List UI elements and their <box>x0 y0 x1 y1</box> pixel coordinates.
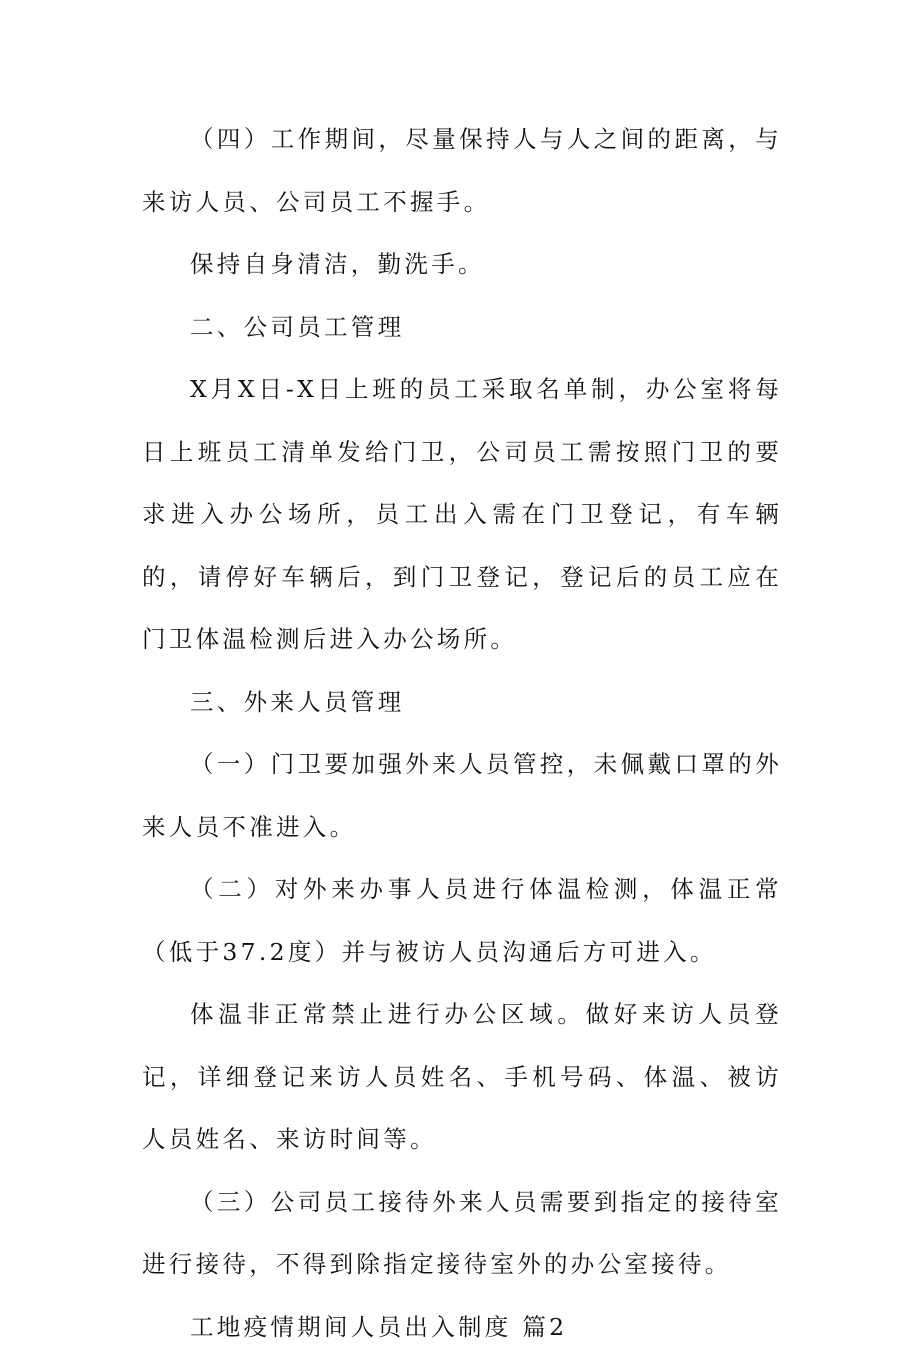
paragraph-work-distance: （四）工作期间，尽量保持人与人之间的距离，与来访人员、公司员工不握手。 <box>142 108 782 233</box>
paragraph-reception-room: （三）公司员工接待外来人员需要到指定的接待室进行接待，不得到除指定接待室外的办公室接待。 <box>142 1171 782 1296</box>
document-body <box>142 108 782 1358</box>
heading-employee-management: 二、公司员工管理 <box>142 296 782 359</box>
paragraph-employee-rules: X月X日-X日上班的员工采取名单制，办公室将每日上班员工清单发给门卫，公司员工需按照门卫的要求进入办公场所，员工出入需在门卫登记，有车辆的，请停好车辆后，到门卫登记，登记后的员工应在门卫体温检测后进入办公场所。 <box>142 358 782 671</box>
paragraph-visitor-registration: 体温非正常禁止进行办公区域。做好来访人员登记，详细登记来访人员姓名、手机号码、体温、被访人员姓名、来访时间等。 <box>142 983 782 1171</box>
paragraph-visitor-temperature: （二）对外来办事人员进行体温检测，体温正常（低于37.2度）并与被访人员沟通后方可进入。 <box>142 858 782 983</box>
paragraph-hygiene: 保持自身清洁，勤洗手。 <box>142 233 782 296</box>
section-title-part-2: 工地疫情期间人员出入制度 篇2 <box>142 1296 782 1358</box>
heading-visitor-management: 三、外来人员管理 <box>142 671 782 734</box>
paragraph-visitor-masks: （一）门卫要加强外来人员管控，未佩戴口罩的外来人员不准进入。 <box>142 733 782 858</box>
